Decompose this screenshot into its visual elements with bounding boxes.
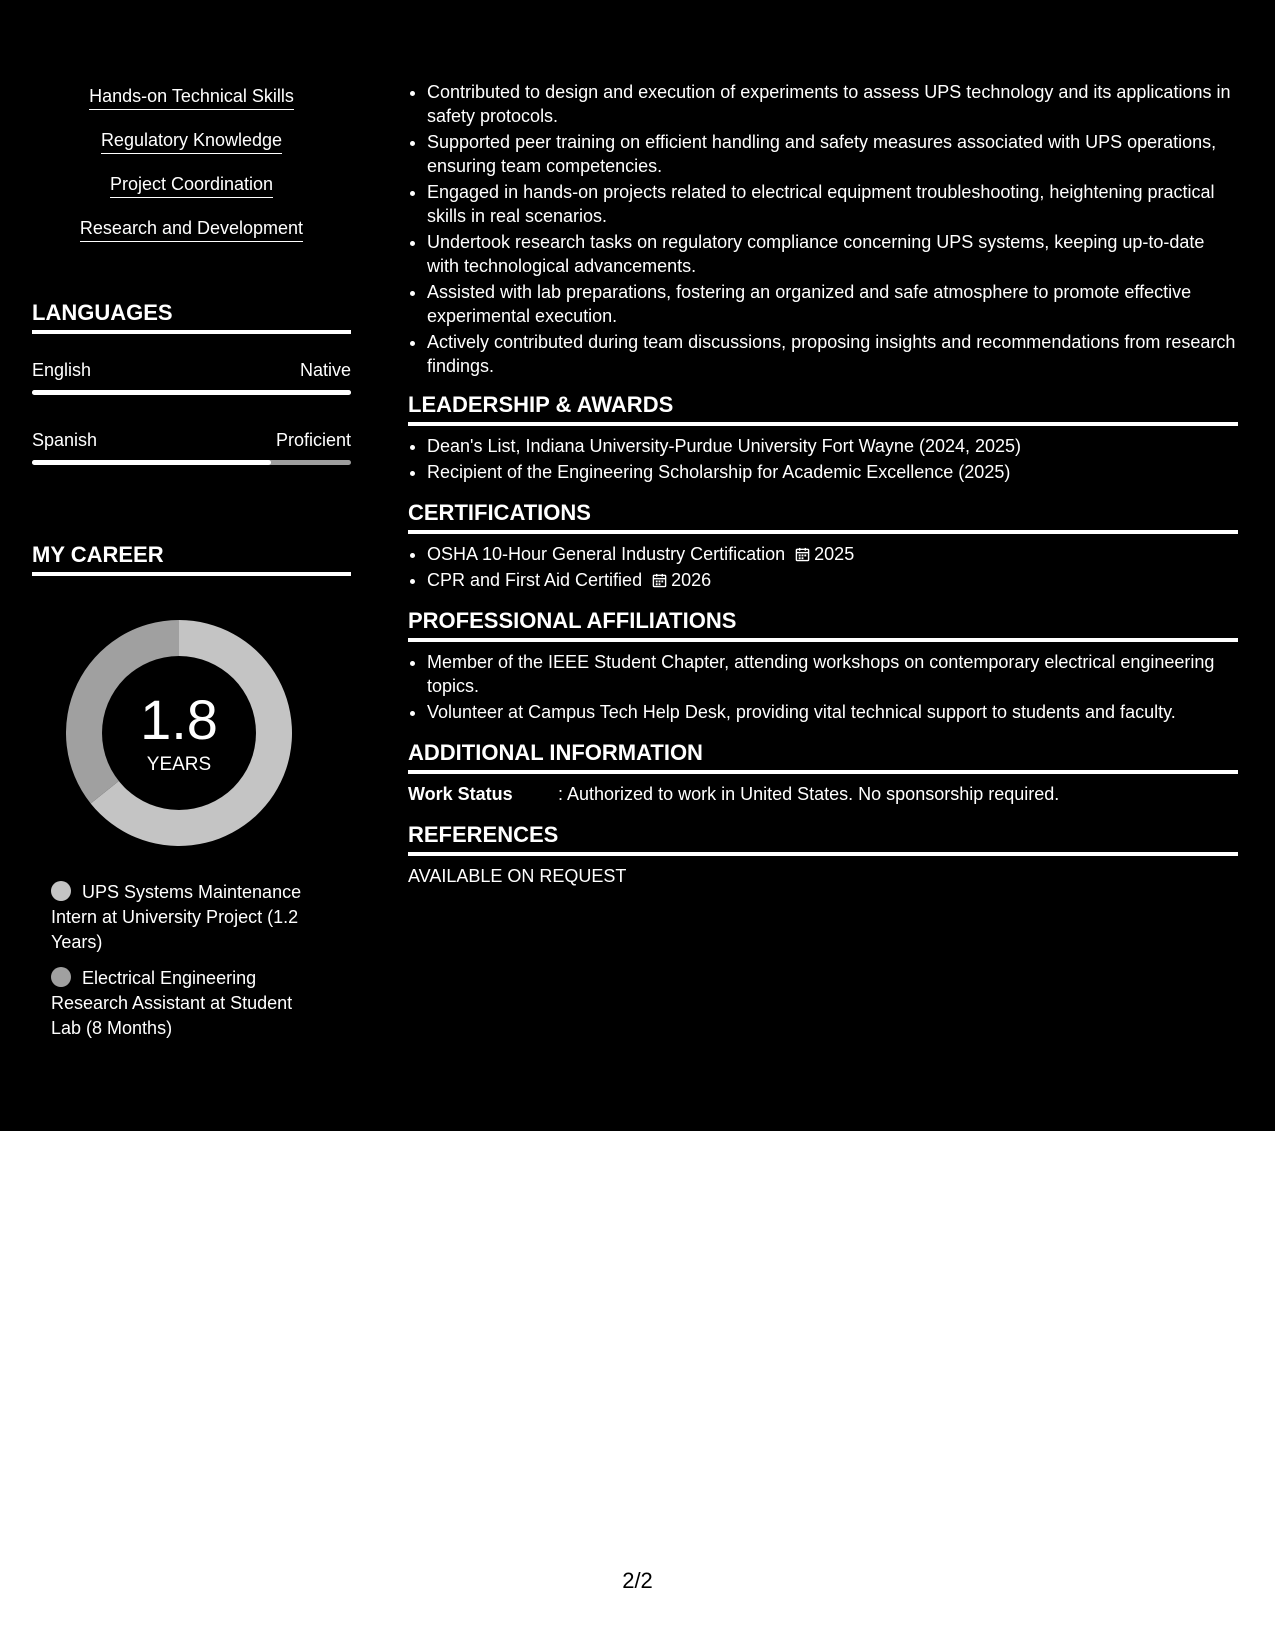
career-total-value: 1.8 bbox=[140, 688, 218, 751]
main-content bbox=[408, 0, 1238, 888]
certification-name: OSHA 10-Hour General Industry Certification bbox=[427, 544, 786, 564]
experience-bullet: • Undertook research tasks on regulatory compliance concerning UPS systems, keeping up-to-date with technological advancements. bbox=[427, 230, 1238, 278]
legend-dot-icon bbox=[51, 967, 71, 987]
career-legend-label: UPS Systems Maintenance Intern at University Project (1.2 Years) bbox=[51, 882, 302, 952]
affiliation-item: • Volunteer at Campus Tech Help Desk, providing vital technical support to students and faculty. bbox=[427, 700, 1238, 724]
leadership-list bbox=[408, 434, 1238, 484]
language-proficiency-fill bbox=[32, 460, 271, 465]
language-name: English bbox=[32, 360, 92, 380]
certification-item bbox=[427, 542, 1238, 566]
additional-info-heading: ADDITIONAL INFORMATION bbox=[408, 740, 1238, 774]
experience-bullet: • Supported peer training on efficient handling and safety measures associated with UPS operations, ensuring team competencies. bbox=[427, 130, 1238, 178]
experience-bullet: • Contributed to design and execution of experiments to assess UPS technology and its applications in safety protocols. bbox=[427, 80, 1238, 128]
page-number: 2/2 bbox=[622, 1568, 653, 1593]
affiliations-list bbox=[408, 650, 1238, 724]
left-sidebar bbox=[0, 0, 383, 1131]
certifications-heading: CERTIFICATIONS bbox=[408, 500, 1238, 534]
certification-year: 2026 bbox=[671, 570, 712, 590]
experience-bullet: • Engaged in hands-on projects related to electrical equipment troubleshooting, heightening practical skills in real scenarios. bbox=[427, 180, 1238, 228]
leadership-item: • Recipient of the Engineering Scholarship for Academic Excellence (2025) bbox=[427, 460, 1238, 484]
skill-item: Project Coordination bbox=[110, 173, 273, 198]
work-status-row bbox=[408, 782, 1238, 806]
references-heading: REFERENCES bbox=[408, 822, 1238, 856]
certification-year: 2025 bbox=[814, 544, 855, 564]
references-text: AVAILABLE ON REQUEST bbox=[408, 866, 627, 886]
certification-item bbox=[427, 568, 1238, 592]
career-total-unit: YEARS bbox=[146, 754, 212, 775]
language-level: Native bbox=[299, 360, 351, 380]
leadership-heading: LEADERSHIP & AWARDS bbox=[408, 392, 1238, 426]
leadership-item: • Dean's List, Indiana University-Purdue University Fort Wayne (2024, 2025) bbox=[427, 434, 1238, 458]
skill-item: Hands-on Technical Skills bbox=[89, 85, 294, 110]
career-legend-label: Electrical Engineering Research Assistant at Student Lab (8 Months) bbox=[51, 968, 293, 1038]
work-status-label: Work Status bbox=[408, 784, 513, 804]
languages-heading: LANGUAGES bbox=[32, 300, 351, 334]
career-legend-item bbox=[51, 966, 316, 1041]
skills-list bbox=[0, 85, 383, 261]
language-name: Spanish bbox=[32, 430, 98, 450]
career-legend-item bbox=[51, 880, 316, 955]
experience-bullet: • Assisted with lab preparations, fostering an organized and safe atmosphere to promote effective experimental execution. bbox=[427, 280, 1238, 328]
work-status-value: : Authorized to work in United States. No sponsorship required. bbox=[558, 784, 1060, 804]
skill-item: Regulatory Knowledge bbox=[101, 129, 282, 154]
affiliation-item: • Member of the IEEE Student Chapter, attending workshops on contemporary electrical engineering topics. bbox=[427, 650, 1238, 698]
calendar-icon bbox=[652, 573, 667, 588]
language-proficiency-bar bbox=[32, 460, 351, 465]
legend-dot-icon bbox=[51, 881, 71, 901]
affiliations-heading: PROFESSIONAL AFFILIATIONS bbox=[408, 608, 1238, 642]
experience-bullet: • Actively contributed during team discussions, proposing insights and recommendations from research findings. bbox=[427, 330, 1238, 378]
certification-name: CPR and First Aid Certified bbox=[427, 570, 643, 590]
language-proficiency-fill bbox=[32, 390, 351, 395]
experience-bullets bbox=[408, 80, 1238, 378]
certifications-list bbox=[408, 542, 1238, 592]
skill-item: Research and Development bbox=[80, 217, 303, 242]
language-level: Proficient bbox=[275, 430, 351, 450]
career-heading: MY CAREER bbox=[32, 542, 351, 576]
calendar-icon bbox=[795, 547, 810, 562]
language-proficiency-bar bbox=[32, 390, 351, 395]
